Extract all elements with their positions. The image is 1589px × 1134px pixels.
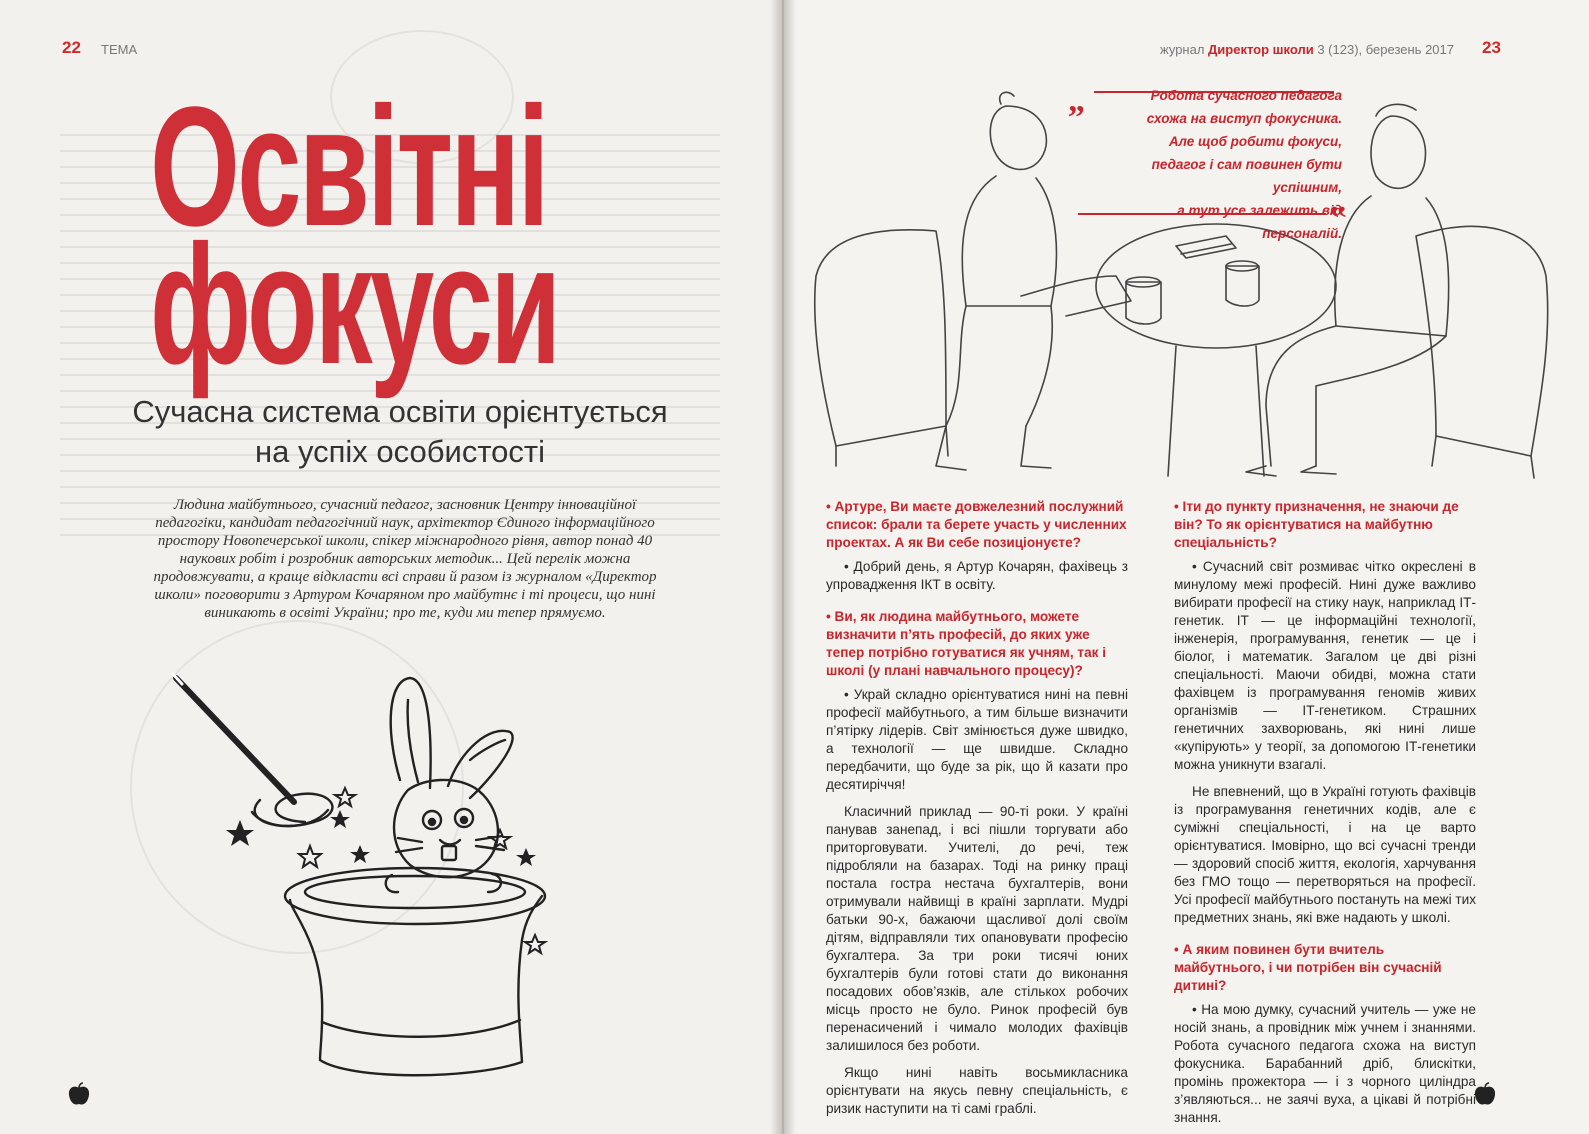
subtitle-line1: Сучасна система освіти орієнтується bbox=[132, 394, 668, 429]
journal-name: Директор школи bbox=[1208, 42, 1314, 57]
interview-question: • А яким повинен бути вчитель майбутнього, і чи потрібен він сучасній дитині? bbox=[1174, 942, 1442, 993]
page-number: 22 bbox=[62, 38, 81, 57]
pull-quote-line: схожа на виступ фокусника. bbox=[1146, 111, 1342, 126]
interview-answer: Класичний приклад — 90-ті роки. У країні панував занепад, і всі пішли торгувати або приторговувати. Учителі, до речі, теж підробляли на базарах. Тоді на ринку праці постала гостра нестача бухгалтерів, вони отримували найвищі в країні зарплати. Мудрі батьки 90-х, бажаючи щасливої долі своїм дітям, відправляли тих опановувати професію бухгалтера. За три роки тисячі юних бухгалтерів були готові стати до виконання посадових обов’язків, але стількох робочих місць просто не було. Ринок професій був перенасичений і чимало молодих фахівців залишилося без роботи. bbox=[826, 804, 1128, 1053]
interview-answer: • Сучасний світ розмиває чітко окреслені в минулому межі професій. Нині дуже важливо вибирати професії на стику наук, наприклад ІТ-генетик. ІТ — це інформаційні технології, інженерія, програмування, генетик — це і біолог, і математик. Загалом це дві різні спеціальності. Маючи обидві, можна стати фахівцем із програмування геномів живих організмів — ІТ-генетиком. Страшних генетичних захворювань, які нині лише «купірують» у теорії, за допомогою ІТ-генетики можна уникнути взагалі. bbox=[1174, 559, 1476, 772]
pull-quote-line: педагог і сам повинен бути успішним, bbox=[1151, 157, 1342, 195]
apple-logo-icon bbox=[66, 1082, 92, 1108]
subtitle-line2: на успіх особистості bbox=[255, 434, 545, 469]
interview-answer: Якщо нині навіть восьмикласника орієнтувати на якусь певну спеціальність, є ризик наступити на ті самі граблі. bbox=[826, 1065, 1128, 1116]
page-number: 23 bbox=[1482, 38, 1501, 57]
pull-quote-line: Але щоб робити фокуси, bbox=[1168, 134, 1342, 149]
right-page bbox=[782, 0, 1589, 1134]
left-page bbox=[0, 0, 782, 1134]
article-subtitle bbox=[60, 392, 740, 472]
quote-mark-icon: ‟ bbox=[1330, 200, 1347, 237]
interview-answer: • На мою думку, сучасний учитель — уже не носій знань, а провідник між учнем і знаннями. Робота сучасного педагога схожа на виступ фокусника. Барабанний дріб, блискітки, промінь прожектора — і з чорного циліндра з’являються... не заячі вуха, а цікаві й потрібні знання. bbox=[1174, 1002, 1476, 1125]
interview-answer: • Украй складно орієнтуватися нині на певні професії майбутнього, а тим більше визначити п’ятірку лідерів. Світ змінюється дуже швидко, а технології — ще швидше. Складно передбачити, що буде за рік, що й казати про десятиріччя! bbox=[826, 687, 1128, 792]
interview-question: • Ви, як людина майбутнього, можете визначити п’ять професій, до яких уже тепер потрібно готуватися як учням, так і школі (у плані навчального процесу)? bbox=[826, 609, 1106, 678]
interview-answer: Не впевнений, що в Україні готують фахівців із програмування генетичних кодів, але є суміжні спеціальності, і на це варто орієнтуватися. Імовірно, що всі сучасні тренди — здоровий спосіб життя, екологія, харчування без ГМО тощо — перетворяться на професії. Усі професії майбутнього постануть на межі тих предметних знань, які вже надають у школі. bbox=[1174, 784, 1476, 925]
interview-question: • Іти до пункту призначення, не знаючи де він? То як орієнтуватися на майбутню спеціальність? bbox=[1174, 499, 1459, 550]
article-title-line2: фокуси bbox=[150, 210, 559, 400]
running-header bbox=[1160, 42, 1454, 57]
issue-info: 3 (123), березень 2017 bbox=[1317, 42, 1454, 57]
pull-quote bbox=[1112, 84, 1342, 245]
interview-question: • Артуре, Ви маєте довжелезний послужний список: брали та берете участь у численних проектах. А як Ви себе позиціонуєте? bbox=[826, 499, 1127, 550]
pull-quote-line: а тут усе залежить від персоналій. bbox=[1177, 203, 1342, 241]
interview-answer: • Добрий день, я Артур Кочарян, фахівець з упровадження ІКТ в освіту. bbox=[826, 559, 1128, 592]
runner-prefix: журнал bbox=[1160, 42, 1205, 57]
magic-wand-icon bbox=[176, 678, 294, 802]
page-gutter bbox=[770, 0, 796, 1134]
article-lead: Людина майбутнього, сучасний педагог, засновник Центру інноваційної педагогіки, кандидат педагогічний наук, архітектор Єдиного інформаційного простору Новопечерської школи, спікер міжнародного рівня, автор понад 40 наукових робіт і розробник авторських методик... Цей перелік можна продовжувати, а краще відкласти всі справи й разом із журналом «Директор школи» поговорити з Артуром Кочаряном про майбутнє і ті процеси, що нині виникають в освіті України; про те, куди ми тепер прямуємо. bbox=[153, 497, 657, 621]
quote-mark-icon: „ bbox=[1068, 82, 1085, 119]
article-column-1 bbox=[826, 498, 1128, 1127]
section-label: ТЕМА bbox=[101, 42, 138, 57]
article-column-2 bbox=[1174, 498, 1476, 1134]
article-title-line1: Освітні bbox=[150, 72, 547, 262]
quote-rule-bottom bbox=[1078, 212, 1326, 216]
apple-logo-icon bbox=[1472, 1082, 1498, 1108]
rabbit-in-hat-icon bbox=[170, 670, 560, 1090]
pull-quote-line: Робота сучасного педагога bbox=[1150, 88, 1342, 103]
